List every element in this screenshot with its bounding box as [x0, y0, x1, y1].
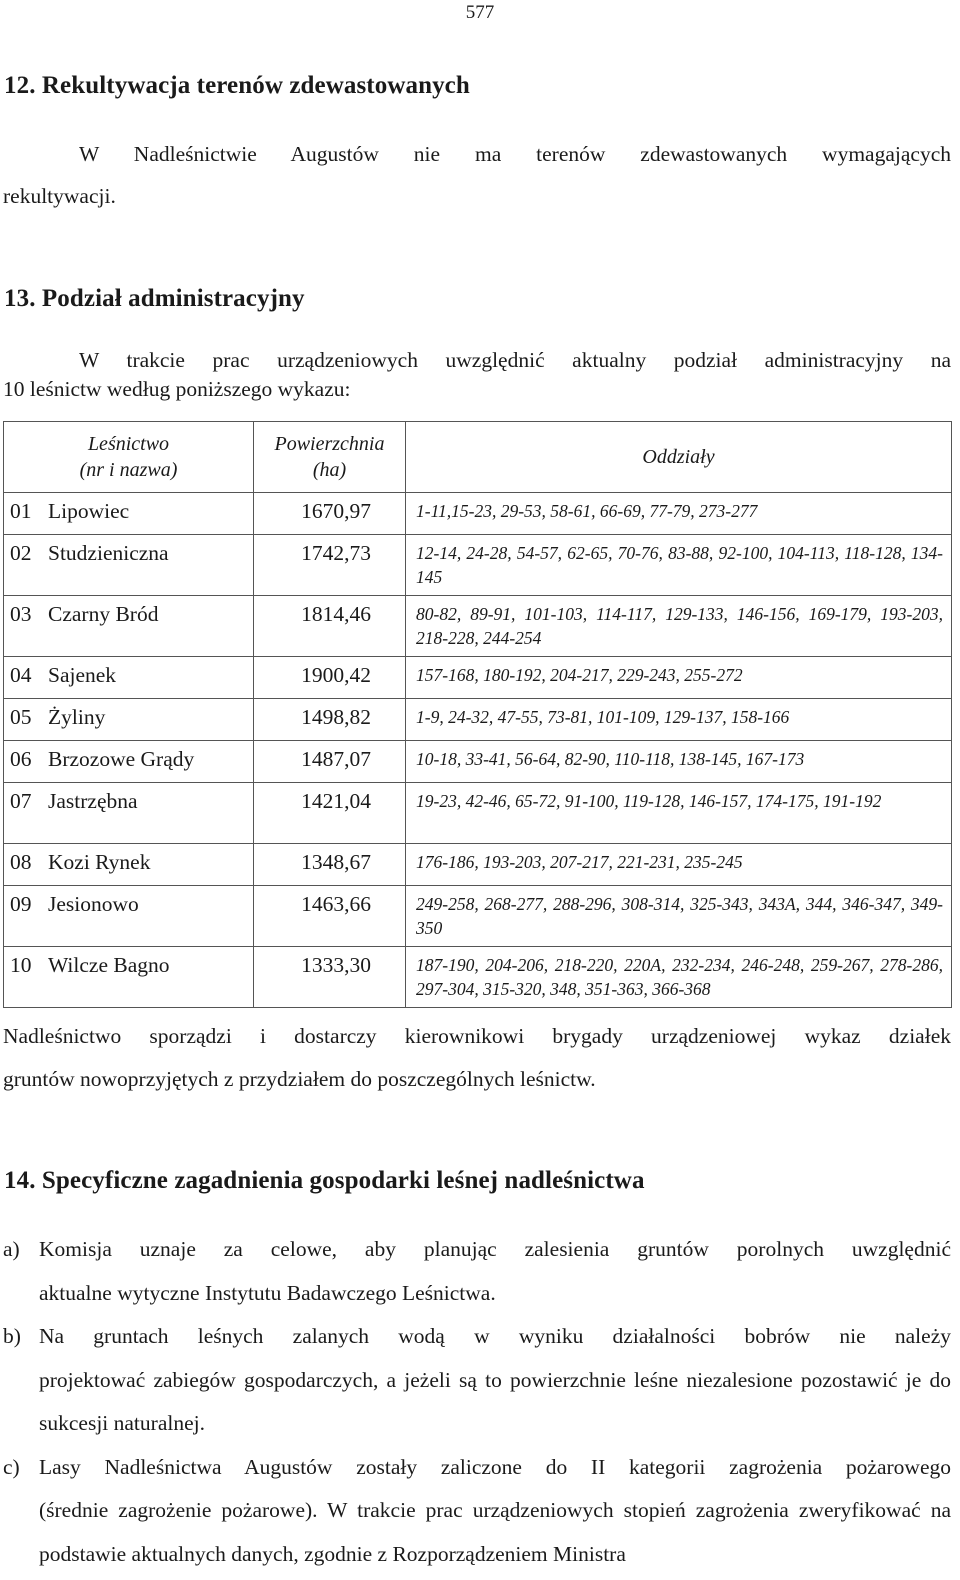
list-item-line1: Komisja uznaje za celowe, aby planując zalesienia gruntów porolnych uwzględnić: [39, 1237, 951, 1261]
forestry-name: Jastrzębna: [48, 789, 138, 813]
cell-sections: 157-168, 180-192, 204-217, 229-243, 255-272: [406, 657, 952, 699]
header-forestry: [4, 422, 254, 493]
list-item-b: [3, 1315, 951, 1446]
forestry-number: 01: [10, 499, 32, 523]
list-item-c: [3, 1446, 951, 1577]
cell-forestry: [4, 657, 254, 699]
cell-sections: 19-23, 42-46, 65-72, 91-100, 119-128, 146-157, 174-175, 191-192: [406, 783, 952, 844]
section-13-text-line1: W trakcie prac urządzeniowych uwzględnić aktualny podział administracyjny na: [79, 348, 951, 372]
forestry-number: 03: [10, 602, 32, 626]
forestry-name: Kozi Rynek: [48, 850, 151, 874]
forestry-name: Żyliny: [48, 705, 106, 729]
forestry-number: 06: [10, 747, 32, 771]
cell-forestry: [4, 741, 254, 783]
section-14-title: 14. Specyficzne zagadnienia gospodarki leśnej nadleśnictwa: [4, 1167, 645, 1194]
table-row: [4, 657, 952, 699]
header-forestry-line2: (nr i nazwa): [79, 459, 178, 481]
cell-forestry: [4, 535, 254, 596]
list-marker: a): [3, 1237, 20, 1261]
cell-sections: 187-190, 204-206, 218-220, 220A, 232-234, 246-248, 259-267, 278-286, 297-304, 315-320, 348, 351-363, 366-368: [406, 947, 952, 1008]
section-12-text-line1: W Nadleśnictwie Augustów nie ma terenów zdewastowanych wymagających: [79, 142, 951, 166]
table-row: [4, 535, 952, 596]
cell-sections: 1-9, 24-32, 47-55, 73-81, 101-109, 129-137, 158-166: [406, 699, 952, 741]
forestry-number: 07: [10, 789, 32, 813]
section-12-text: [3, 133, 951, 217]
header-sections: Oddziały: [406, 422, 952, 493]
header-forestry-line1: Leśnictwo: [87, 433, 170, 455]
forestry-name: Czarny Bród: [48, 602, 159, 626]
header-area-line1: Powierzchnia: [274, 433, 385, 455]
list-item-rest: projektować zabiegów gospodarczych, a jeżeli są to powierzchnie leśne niezalesione pozostawić je do sukcesji naturalnej.: [39, 1367, 951, 1435]
list-marker: c): [3, 1454, 20, 1479]
section-13-text: [3, 346, 951, 404]
list-marker: b): [3, 1324, 21, 1348]
cell-sections: 249-258, 268-277, 288-296, 308-314, 325-343, 343A, 344, 346-347, 349-350: [406, 886, 952, 947]
cell-forestry: [4, 947, 254, 1008]
section-12-text-line2: rekultywacji.: [3, 184, 116, 208]
section-13-after-text: [3, 1015, 951, 1101]
cell-sections: 10-18, 33-41, 56-64, 82-90, 110-118, 138-145, 167-173: [406, 741, 952, 783]
section-12-title: 12. Rekultywacja terenów zdewastowanych: [4, 72, 470, 99]
section-13-text-line2: 10 leśnictw według poniższego wykazu:: [3, 377, 351, 401]
cell-sections: 176-186, 193-203, 207-217, 221-231, 235-245: [406, 844, 952, 886]
cell-area: 1900,42: [254, 657, 406, 699]
forestry-number: 08: [10, 850, 32, 874]
table-body: [4, 493, 952, 1008]
cell-forestry: [4, 699, 254, 741]
table-row: [4, 596, 952, 657]
cell-forestry: [4, 596, 254, 657]
forestry-number: 04: [10, 663, 32, 687]
forestry-name: Brzozowe Grądy: [48, 747, 195, 771]
cell-area: 1487,07: [254, 741, 406, 783]
table-row: [4, 947, 952, 1008]
cell-forestry: [4, 493, 254, 535]
table-row: [4, 783, 952, 844]
forestry-number: 10: [10, 953, 32, 977]
section-13-after-line1: Nadleśnictwo sporządzi i dostarczy kierownikowi brygady urządzeniowej wykaz działek: [3, 1024, 951, 1048]
cell-sections: 1-11,15-23, 29-53, 58-61, 66-69, 77-79, 273-277: [406, 493, 952, 535]
cell-area: 1348,67: [254, 844, 406, 886]
list-item-a: [3, 1228, 951, 1315]
list-item-rest: (średnie zagrożenie pożarowe). W trakcie prac urządzeniowych stopień zagrożenia zweryfikować na podstawie aktualnych danych, zgodnie z Rozporządzeniem Ministra: [39, 1498, 951, 1566]
cell-area: 1421,04: [254, 783, 406, 844]
table-row: [4, 886, 952, 947]
forestry-table: [3, 421, 951, 1008]
list-item-line1: Na gruntach leśnych zalanych wodą w wyniku działalności bobrów nie należy: [39, 1324, 951, 1348]
forestry-number: 02: [10, 541, 32, 565]
header-area: [254, 422, 406, 493]
table-row: [4, 493, 952, 535]
cell-sections: 80-82, 89-91, 101-103, 114-117, 129-133, 146-156, 169-179, 193-203, 218-228, 244-254: [406, 596, 952, 657]
header-area-line2: (ha): [312, 459, 347, 481]
cell-area: 1333,30: [254, 947, 406, 1008]
cell-forestry: [4, 783, 254, 844]
section-14-list: [3, 1228, 951, 1576]
forestry-name: Studzieniczna: [48, 541, 169, 565]
forestry-name: Lipowiec: [48, 499, 130, 523]
forestry-name: Jesionowo: [48, 892, 139, 916]
table-row: [4, 699, 952, 741]
page-number: 577: [465, 2, 495, 23]
cell-forestry: [4, 886, 254, 947]
cell-area: 1814,46: [254, 596, 406, 657]
cell-sections: 12-14, 24-28, 54-57, 62-65, 70-76, 83-88, 92-100, 104-113, 118-128, 134-145: [406, 535, 952, 596]
section-13-after-line2: gruntów nowoprzyjętych z przydziałem do poszczególnych leśnictw.: [3, 1067, 596, 1091]
list-item-line1: Lasy Nadleśnictwa Augustów zostały zaliczone do II kategorii zagrożenia pożarowego: [39, 1454, 951, 1479]
cell-area: 1498,82: [254, 699, 406, 741]
list-item-rest: aktualne wytyczne Instytutu Badawczego Leśnictwa.: [39, 1280, 496, 1305]
forestry-number: 09: [10, 892, 32, 916]
cell-forestry: [4, 844, 254, 886]
table-row: [4, 741, 952, 783]
cell-area: 1463,66: [254, 886, 406, 947]
cell-area: 1742,73: [254, 535, 406, 596]
cell-area: 1670,97: [254, 493, 406, 535]
forestry-name: Wilcze Bagno: [48, 953, 170, 977]
forestry-name: Sajenek: [48, 663, 117, 687]
forestry-table-grid: [3, 421, 952, 1008]
section-13-title: 13. Podział administracyjny: [4, 285, 305, 312]
forestry-number: 05: [10, 705, 32, 729]
table-row: [4, 844, 952, 886]
table-header-row: [4, 422, 952, 493]
